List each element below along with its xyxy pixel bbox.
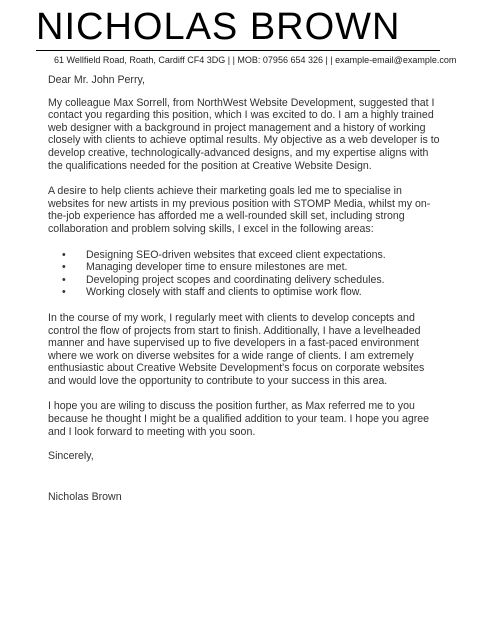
paragraph-skills: A desire to help clients achieve their marketing goals led me to specialise in websites for new artists in my previous position with STOMP Media, whilst my on-the-job experience has afforded me a well-rounded skill set, including strong collaboration and problem solving skills, I excel in the following areas: [48,185,431,235]
list-item [48,249,444,262]
applicant-name: NICHOLAS BROWN [36,6,401,48]
contact-details: 61 Wellfield Road, Roath, Cardiff CF4 3DG | | MOB: 07956 654 326 | | example-email@example.com [54,55,457,65]
signature: Nicholas Brown [48,490,122,503]
bullet-icon: • [62,248,66,261]
list-item-text: Managing developer time to ensure milestones are met. [86,261,348,274]
greeting: Dear Mr. John Perry, [48,74,145,86]
bullet-icon: • [62,273,66,286]
list-item [48,274,444,287]
paragraph-intro: My colleague Max Sorrell, from NorthWest Website Development, suggested that I contact you regarding this position, which I was excited to do. I am a highly trained web designer with a background in project management and a history of working closely with clients to achieve optimal results. My objective as a web developer is to develop creative, technologically-advanced designs, and my expertise aligns with the qualifications needed for the position at Creative Website Design. [48,96,440,172]
paragraph-conclusion: I hope you are wiling to discuss the position further, as Max referred me to you because he thought I might be a qualified addition to your team. I hope you agree and I look forward to meeting with you soon. [48,400,430,438]
closing: Sincerely, [48,450,94,463]
list-item [48,261,444,274]
letter-body [48,74,444,503]
bullet-icon: • [62,286,66,299]
list-item-text: Working closely with staff and clients to optimise work flow. [86,286,362,299]
skills-list [48,249,444,299]
list-item-text: Developing project scopes and coordinating delivery schedules. [86,273,385,286]
list-item-text: Designing SEO-driven websites that exceed client expectations. [86,248,386,261]
paragraph-experience: In the course of my work, I regularly meet with clients to develop concepts and control the flow of projects from start to finish. Additionally, I have a levelheaded manner and have supervised up to five developers in a fast-paced environment where we work on diverse websites for a wide range of clients. I am extremely enthusiastic about Creative Website Development's focus on corporate websites and would love the opportunity to contribute to your success in this area. [48,311,425,387]
bullet-icon: • [62,261,66,274]
list-item [48,286,444,299]
header-rule [36,50,440,51]
